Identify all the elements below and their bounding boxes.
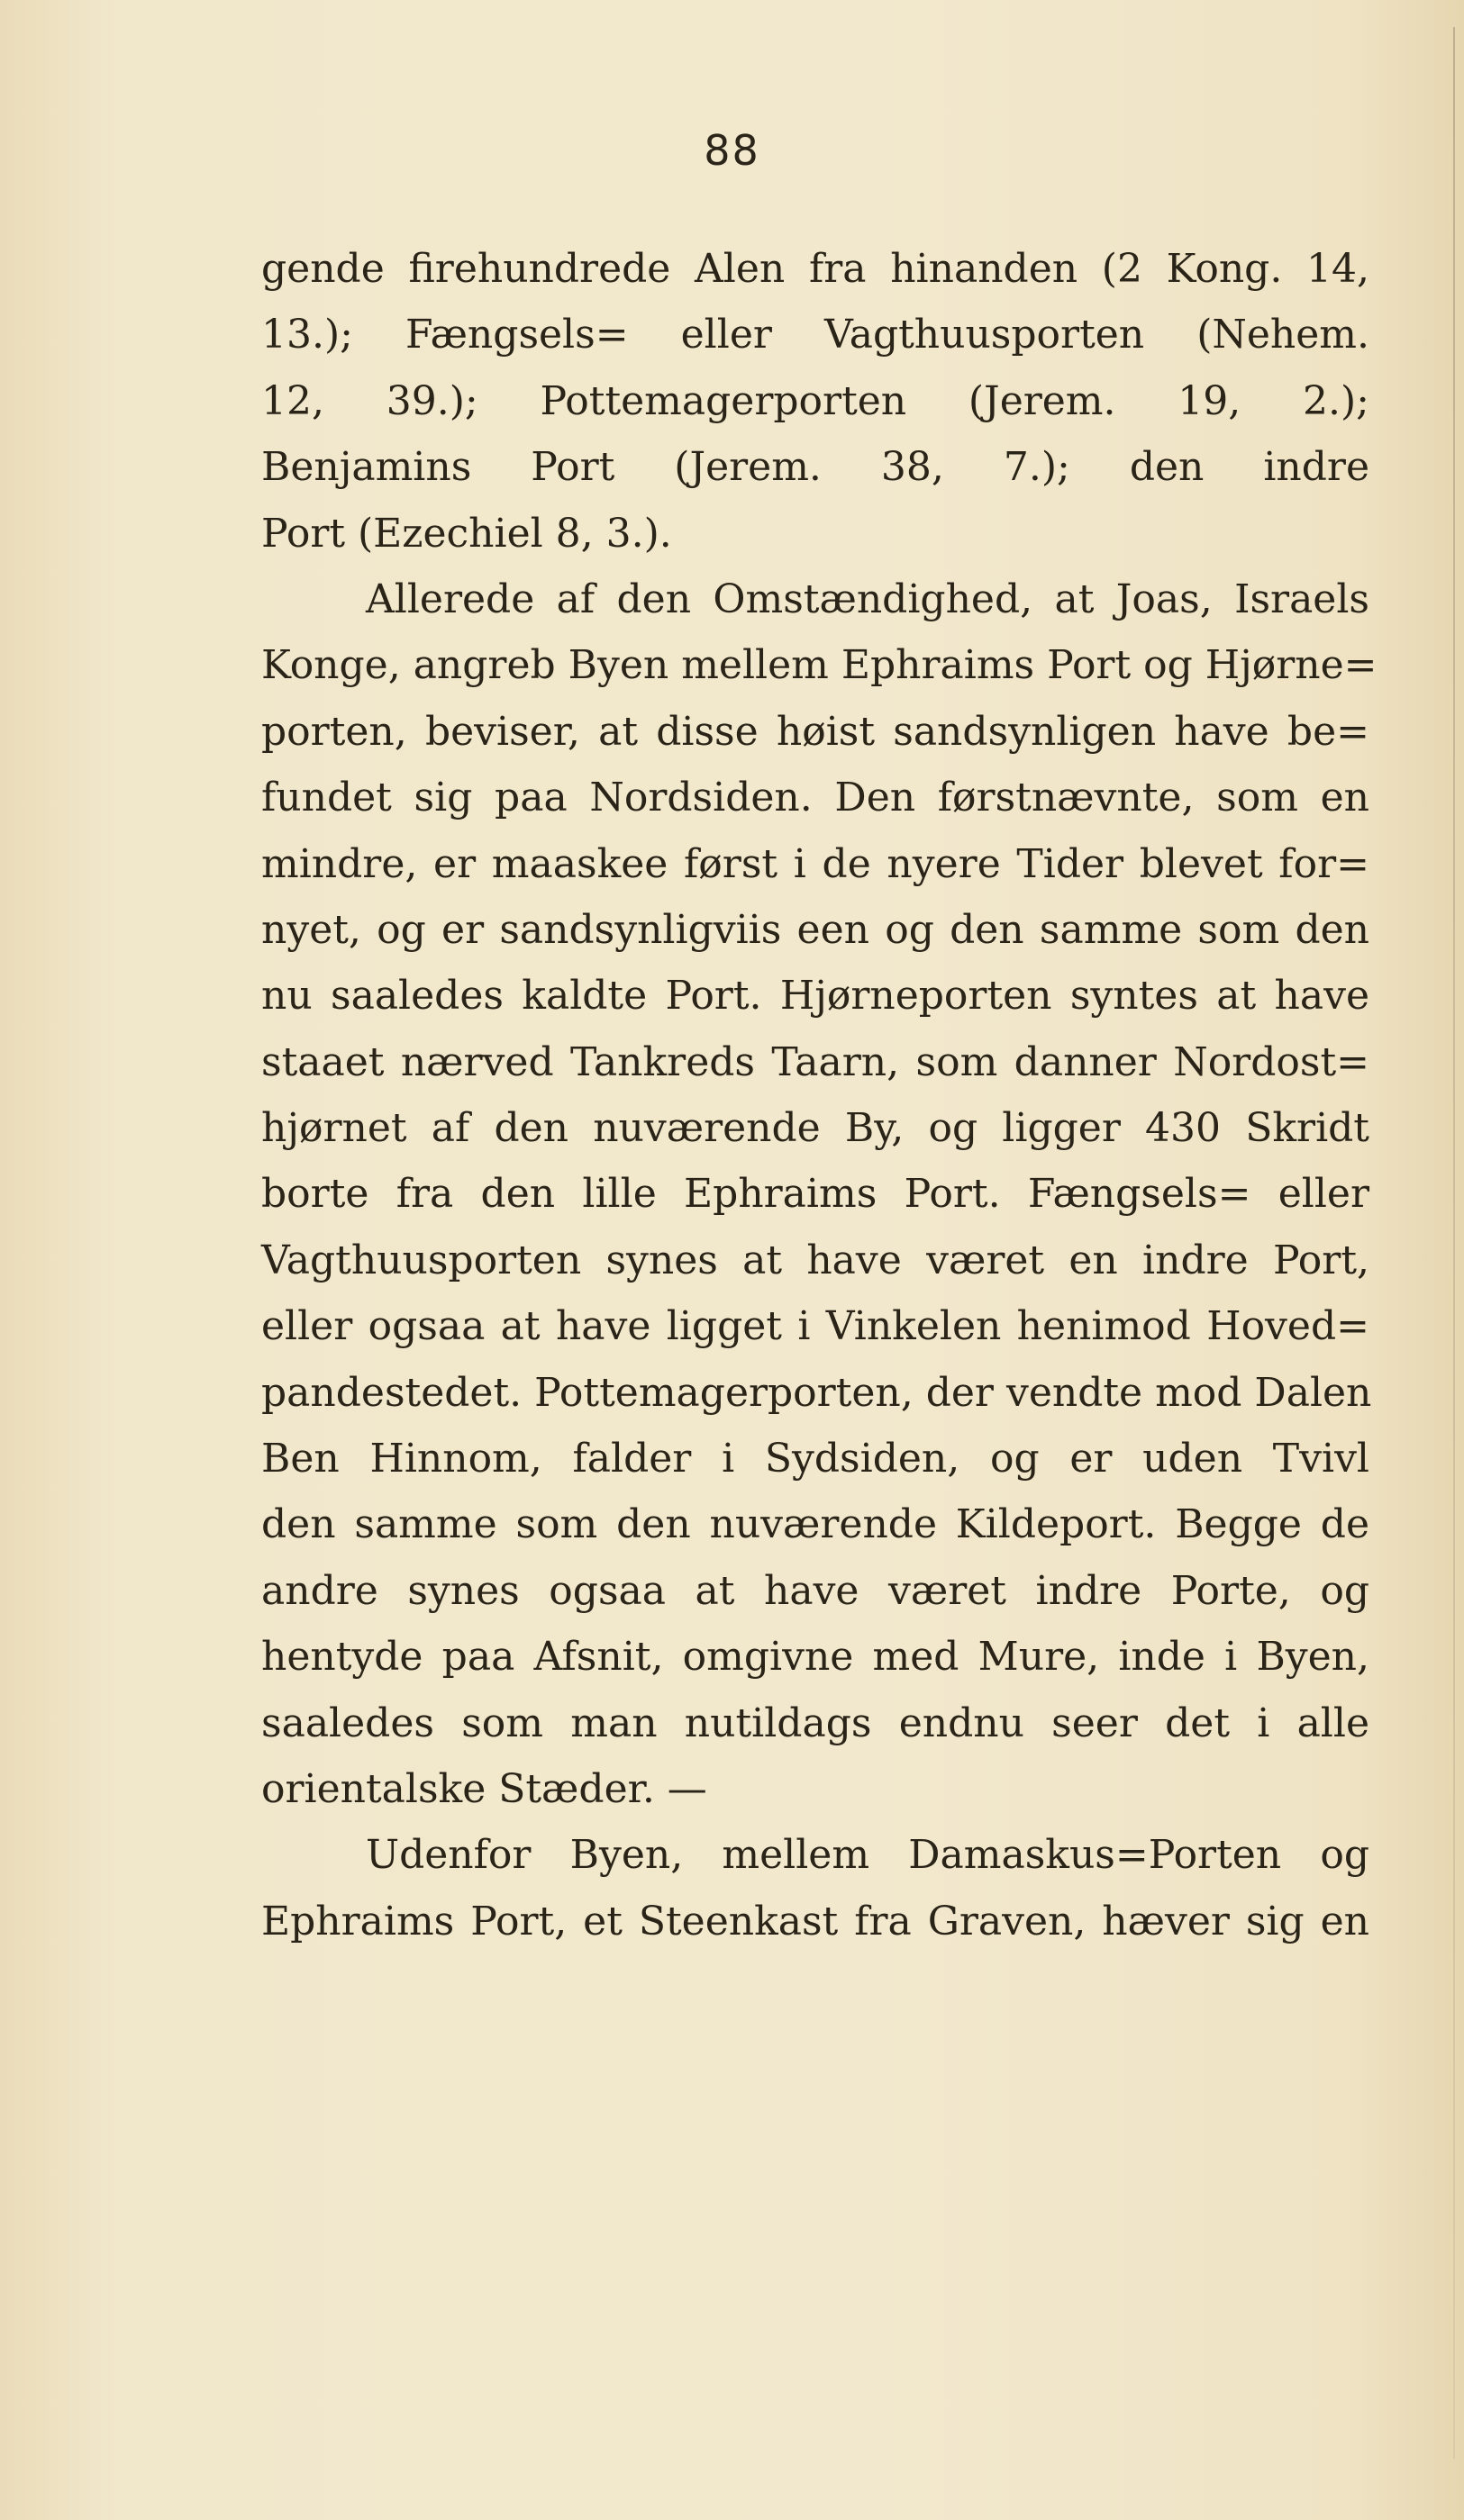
text-line: pandestedet. Pottemagerporten, der vendte mod Dalen [261,1369,1372,1416]
text-line: andre synes ogsaa at have været indre Porte, og [261,1567,1369,1614]
text-line: Allerede af den Omstændighed, at Joas, Israels [366,576,1369,622]
text-line: 12, 39.); Pottemagerporten (Jerem. 19, 2.); [261,377,1369,424]
text-line: nyet, og er sandsynligviis een og den samme som den [261,906,1369,953]
text-line: staaet nærved Tankreds Taarn, som danner Nordost= [261,1038,1369,1085]
text-line: Benjamins Port (Jerem. 38, 7.); den indre [261,444,1369,491]
text-line: den samme som den nuværende Kildeport. Begge de [261,1501,1369,1548]
text-line: orientalske Stæder. — [261,1765,707,1812]
text-line: fundet sig paa Nordsiden. Den førstnævnte, som en [261,775,1369,821]
text-line: hentyde paa Afsnit, omgivne med Mure, inde i Byen, [261,1634,1369,1681]
body-text [261,236,1378,1954]
text-line: borte fra den lille Ephraims Port. Fængsels= eller [261,1171,1369,1218]
text-line: Udenfor Byen, mellem Damaskus=Porten og [366,1832,1369,1879]
text-line: mindre, er maaskee først i de nyere Tider blevet for= [261,840,1369,887]
text-line: nu saaledes kaldte Port. Hjørneporten syntes at have [261,973,1369,1020]
text-line: Port (Ezechiel 8, 3.). [261,510,672,557]
text-line: saaledes som man nutildags endnu seer det i alle [261,1700,1369,1746]
text-line: Konge, angreb Byen mellem Ephraims Port og Hjørne= [261,642,1378,689]
text-line: gende firehundrede Alen fra hinanden (2 Kong. 14, [261,246,1369,292]
page-edge [1453,27,1455,2459]
text-line: Ephraims Port, et Steenkast fra Graven, hæver sig en [261,1898,1369,1944]
text-line: Ben Hinnom, falder i Sydsiden, og er uden Tvivl [261,1436,1369,1482]
text-line: porten, beviser, at disse høist sandsynligen have be= [261,708,1369,755]
text-line: eller ogsaa at have ligget i Vinkelen henimod Hoved= [261,1303,1369,1350]
text-line: 13.); Fængsels= eller Vagthuusporten (Nehem. [261,312,1369,358]
text-line: hjørnet af den nuværende By, og ligger 430 Skridt [261,1105,1369,1152]
page-number: 88 [704,126,760,175]
text-line: Vagthuusporten synes at have været en indre Port, [261,1237,1369,1283]
